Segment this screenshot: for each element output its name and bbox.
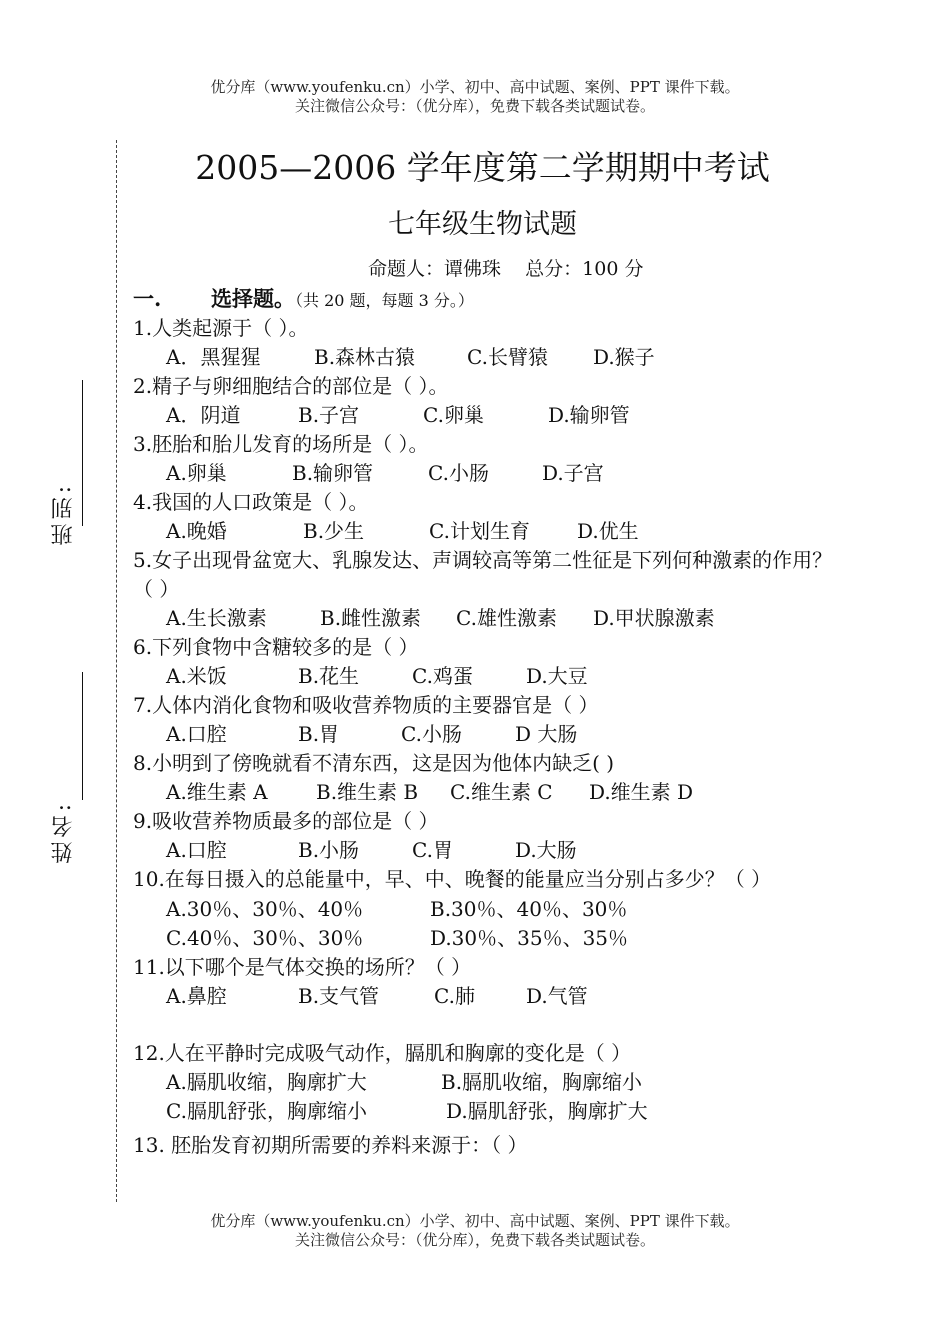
option: B.少生: [303, 519, 365, 543]
question-options: [133, 836, 833, 865]
question-text: 12.人在平静时完成吸气动作，膈肌和胸廓的变化是（ ）: [133, 1041, 632, 1065]
question-text: 9.吸收营养物质最多的部位是（ ）: [133, 809, 439, 833]
option: D.子宫: [542, 461, 604, 485]
question-options: [133, 720, 833, 749]
page-footer: [0, 1212, 950, 1250]
option: B.支气管: [298, 984, 380, 1008]
option: C.长臂猿: [467, 345, 548, 369]
question-options: [133, 343, 833, 372]
option: C.膈肌舒张，胸廓缩小: [166, 1099, 367, 1123]
option: D 大肠: [515, 722, 578, 746]
option: D.大肠: [515, 838, 577, 862]
option: D.输卵管: [548, 403, 630, 427]
question-options: [133, 895, 833, 924]
option: D.优生: [577, 519, 639, 543]
section-title: 选择题。: [211, 286, 295, 311]
page-header: [0, 78, 950, 116]
class-blank-line: [82, 380, 83, 526]
header-line-1: 优分库（www.youfenku.cn）小学、初中、高中试题、案例、PPT 课件下载。: [210, 78, 740, 96]
option: B.维生素 B: [316, 780, 419, 804]
option: B.输卵管: [292, 461, 374, 485]
question-text: 4.我国的人口政策是（ ）。: [133, 490, 369, 514]
exam-title: 2005—2006 学年度第二学期期中考试: [195, 148, 770, 187]
section-number: 一.: [133, 286, 162, 311]
question-text: 8.小明到了傍晚就看不清东西，这是因为他体内缺乏( ): [133, 751, 615, 775]
option: A.卵巢: [166, 461, 227, 485]
question-text: 7.人体内消化食物和吸收营养物质的主要器官是（ ）: [133, 693, 599, 717]
option: A.鼻腔: [166, 984, 227, 1008]
section-heading: [133, 285, 474, 315]
author-score-line: 命题人：谭佛珠 总分：100 分: [368, 258, 644, 280]
option: C.卵巢: [423, 403, 484, 427]
option: C.雄性激素: [456, 606, 557, 630]
option: A.生长激素: [166, 606, 267, 630]
option: A．阴道: [166, 403, 241, 427]
exam-subtitle: 七年级生物试题: [388, 209, 577, 240]
option: C.小肠: [401, 722, 462, 746]
option: C.计划生育: [429, 519, 530, 543]
option: B.花生: [298, 664, 360, 688]
option: B.小肠: [298, 838, 360, 862]
footer-line-1: 优分库（www.youfenku.cn）小学、初中、高中试题、案例、PPT 课件下载。: [210, 1212, 740, 1230]
binding-margin-line: [116, 140, 117, 1202]
question-options: [133, 604, 833, 633]
question-text: 3.胚胎和胎儿发育的场所是（ ）。: [133, 432, 429, 456]
option: D.30％、35％、35％: [430, 926, 629, 950]
question-text: 5.女子出现骨盆宽大、乳腺发达、声调较高等第二性征是下列何种激素的作用？（ ）: [133, 548, 833, 601]
option: A.30％、30％、40％: [166, 897, 364, 921]
option: C.维生素 C: [450, 780, 553, 804]
question-options: [133, 1097, 833, 1126]
option: A．黑猩猩: [166, 345, 261, 369]
option: B.30％、40％、30％: [430, 897, 628, 921]
question-options: [133, 982, 833, 1011]
option: A.口腔: [166, 838, 227, 862]
question-options: [133, 517, 833, 546]
class-label: 班别:: [51, 482, 76, 546]
option: A.口腔: [166, 722, 227, 746]
name-label: 姓名:: [51, 800, 76, 864]
question-text: 6.下列食物中含糖较多的是（ ）: [133, 635, 419, 659]
option: D.大豆: [526, 664, 588, 688]
name-blank-line: [82, 672, 83, 800]
question-options: [133, 459, 833, 488]
question-text: 10.在每日摄入的总能量中，早、中、晚餐的能量应当分别占多少？（ ）: [133, 867, 772, 891]
question-text: 11.以下哪个是气体交换的场所？（ ）: [133, 955, 472, 979]
question-options: [133, 662, 833, 691]
option: B.胃: [298, 722, 340, 746]
option: B.子宫: [298, 403, 360, 427]
question-options: [133, 778, 833, 807]
option: A.膈肌收缩，胸廓扩大: [166, 1070, 367, 1094]
question-options: [133, 924, 833, 953]
question-options: [133, 1068, 833, 1097]
option: B.雌性激素: [320, 606, 422, 630]
option: A.维生素 A: [166, 780, 268, 804]
option: B.森林古猿: [314, 345, 416, 369]
option: C.胃: [412, 838, 453, 862]
option: B.膈肌收缩，胸廓缩小: [441, 1070, 643, 1094]
header-line-2: 关注微信公众号：（优分库），免费下载各类试题试卷。: [294, 97, 655, 115]
option: C.鸡蛋: [412, 664, 473, 688]
option: D.维生素 D: [589, 780, 694, 804]
question-text: 13. 胚胎发育初期所需要的养料来源于：（ ）: [133, 1133, 528, 1157]
question-options: [133, 401, 833, 430]
footer-line-2: 关注微信公众号：（优分库），免费下载各类试题试卷。: [294, 1231, 655, 1249]
question-list: [133, 314, 833, 1160]
question-text: 1.人类起源于（ ）。: [133, 316, 309, 340]
option: C.小肠: [428, 461, 489, 485]
option: C.肺: [434, 984, 475, 1008]
section-note: （共 20 题，每题 3 分。）: [295, 291, 474, 310]
option: A.米饭: [166, 664, 227, 688]
option: D.甲状腺激素: [593, 606, 715, 630]
option: C.40％、30％、30％: [166, 926, 364, 950]
option: A.晚婚: [166, 519, 227, 543]
question-text: 2.精子与卵细胞结合的部位是（ ）。: [133, 374, 449, 398]
option: D.猴子: [593, 345, 655, 369]
option: D.膈肌舒张，胸廓扩大: [446, 1099, 648, 1123]
option: D.气管: [526, 984, 588, 1008]
